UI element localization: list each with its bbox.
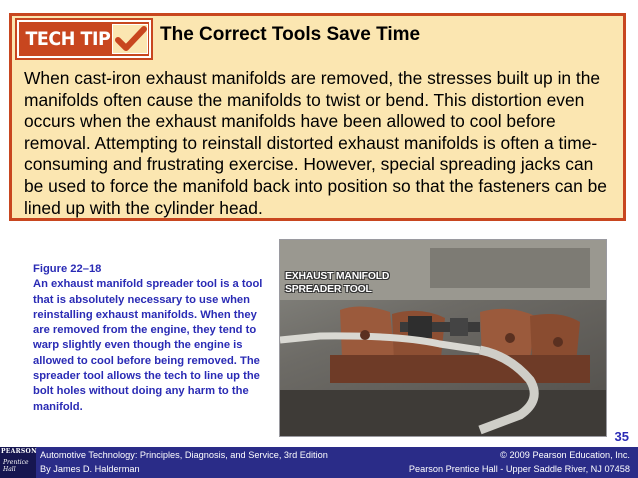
figure-caption-text: An exhaust manifold spreader tool is a tool that is absolutely necessary to use when reinstalling exhaust manifolds. When they are removed from the engine, they tend to warp slightly even though the engine is allowed to cool before being removed. The spreader tool allows the tech to line up the bolt holes without doing any harm to the manifold. (33, 278, 263, 413)
tech-tip-title: The Correct Tools Save Time (160, 24, 421, 45)
pearson-logo (0, 447, 36, 478)
engine-photo (279, 239, 607, 437)
page-number: 35 (614, 429, 629, 444)
footer-publisher: Pearson Prentice Hall - Upper Saddle River, NJ 07458 (408, 464, 630, 474)
footer-author: By James D. Halderman (40, 464, 140, 474)
footer-bar (0, 447, 638, 478)
photo-label (285, 270, 425, 296)
photo-label-line-2: SPREADER TOOL (285, 284, 372, 295)
footer-copyright: © 2009 Pearson Education, Inc. (500, 450, 630, 460)
footer-book-title: Automotive Technology: Principles, Diagnosis, and Service, 3rd Edition (40, 450, 328, 460)
logo-bottom-text: Prentice Hall (3, 459, 29, 473)
checkmark-icon (112, 24, 148, 54)
photo-label-line-1: EXHAUST MANIFOLD (285, 271, 390, 282)
figure-caption (33, 262, 268, 415)
logo-top-text: PEARSON (1, 448, 37, 455)
figure-number: Figure 22–18 (33, 263, 102, 275)
tech-tip-body: When cast-iron exhaust manifolds are removed, the stresses built up in the manifolds often cause the manifolds to twist or bend. This distortion even occurs when the exhaust manifolds have been allowed to cool before removal. Attempting to reinstall distorted exhaust manifolds is often a time-consuming and frustrating exercise. However, special spreading jacks can be used to force the manifold back into position so that the fasteners can be lined up with the cylinder head. (24, 68, 607, 218)
tech-tip-badge (17, 20, 151, 58)
tech-tip-badge-label: TECH TIP (25, 28, 111, 50)
